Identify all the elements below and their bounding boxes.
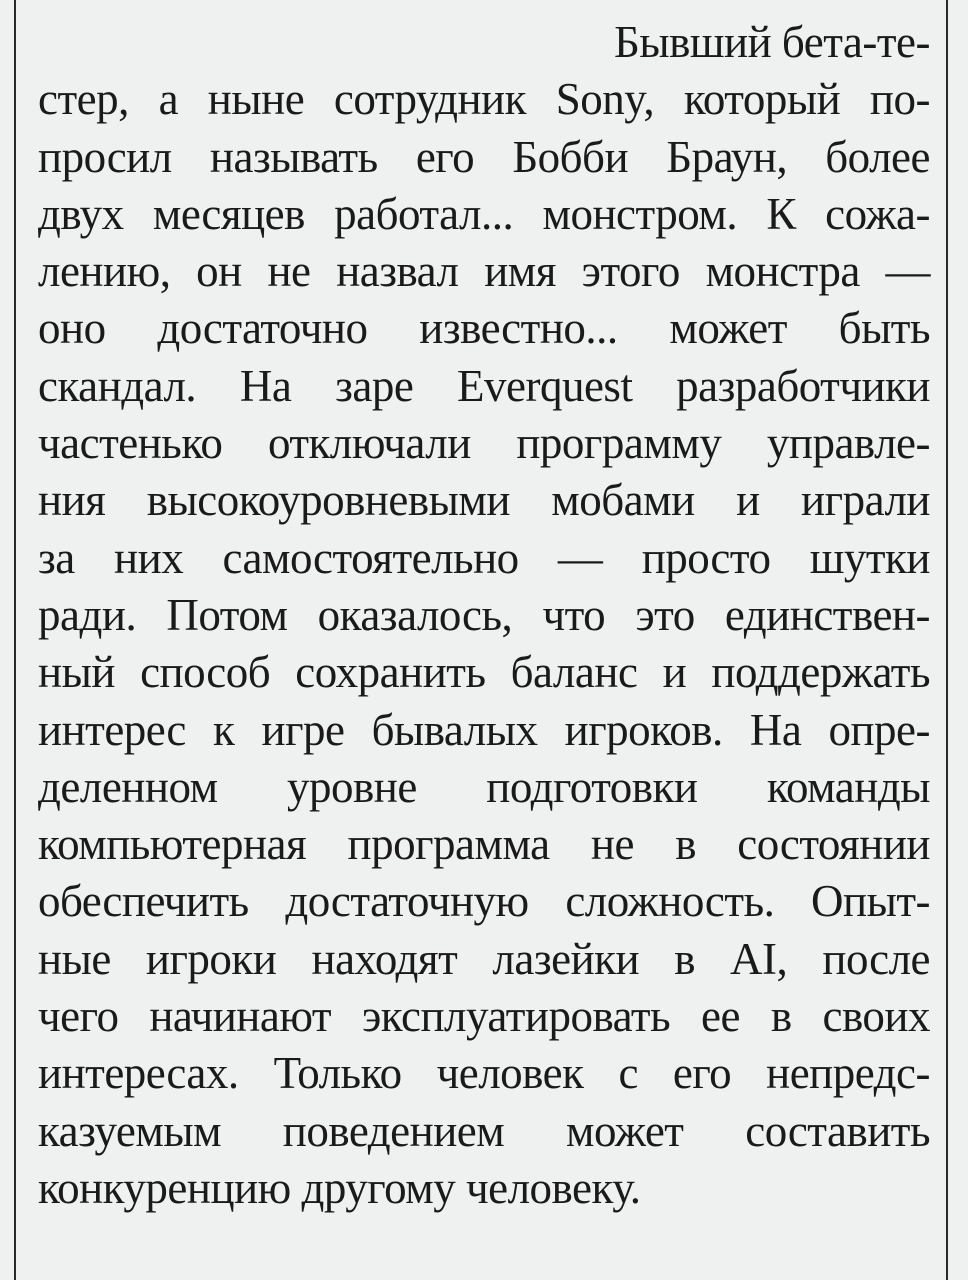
text-line: ный способ сохранить баланс и поддержать [38,647,930,698]
column-rule-right [946,0,948,1280]
text-line: двух месяцев работал... монстром. К сожа- [38,188,930,239]
text-line: Бывший бета-те- [614,17,930,67]
text-line: ные игроки находят лазейки в AI, после [38,933,930,984]
text-line: обеспечить достаточную сложность. Опыт- [38,876,930,927]
text-line: чего начинают эксплуатировать ее в своих [38,991,930,1042]
text-line: скандал. На заре Everquest разработчики [38,360,930,411]
text-line: оно достаточно известно... может быть [38,303,930,354]
text-line: лению, он не назвал имя этого монстра — [38,246,930,297]
text-line: ния высокоуровневыми мобами и играли [38,475,930,526]
text-line: ради. Потом оказалось, что это единствен- [38,589,930,640]
text-line: интересах. Только человек с его непредс- [38,1048,930,1099]
text-line: за них самостоятельно — просто шутки [38,532,930,583]
text-line: конкуренцию другому человеку. [38,1162,641,1213]
text-line: интерес к игре бывалых игроков. На опре- [38,704,930,755]
text-line: казуемым поведением может составить [38,1105,930,1156]
text-line: частенько отключали программу управле- [38,418,930,469]
text-line: стер, а ныне сотрудник Sony, который по- [38,74,930,125]
article-text-column [38,14,930,1217]
text-line: деленном уровне подготовки команды [38,761,930,812]
column-rule-left [14,0,16,1280]
text-line: просил называть его Бобби Браун, более [38,131,930,182]
text-line: компьютерная программа не в состоянии [38,819,930,870]
